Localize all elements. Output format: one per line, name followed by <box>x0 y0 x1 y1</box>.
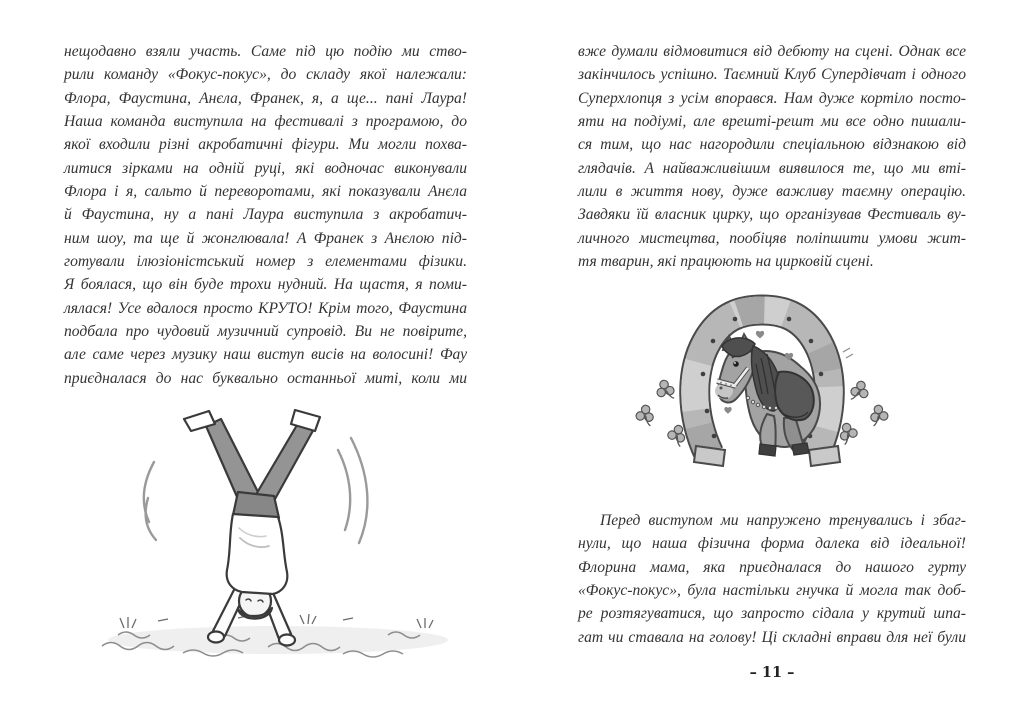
handstand-illustration <box>88 388 468 678</box>
text-line: лялася! Усе вдалося просто КРУТО! Крім того, Фаустина <box>64 299 467 317</box>
text-line: ним шоу, та ще й жонглювала! А Франек з Анєлою під- <box>64 229 467 247</box>
text-line: рили команду «Фокус-покус», до складу якої належали: <box>64 66 467 84</box>
page-number: – 11 – <box>749 664 795 681</box>
right-page-paragraph-2 <box>578 509 966 649</box>
text-line: Я боялася, що він буде трохи нудний. На щастя, я поми- <box>64 276 467 294</box>
text-line: Флорина мама, яка приєдналася до нашого гурту <box>578 558 966 576</box>
text-line: закінчилось успішно. Таємний Клуб Супердівчат і одного <box>578 66 966 84</box>
text-line: ре розтягуватися, що запросто сідала у крутий шпа- <box>578 605 966 623</box>
text-line: глядачів. А найважливішим виявилося те, що ми вті- <box>578 159 966 177</box>
text-line: вже думали відмовитися від дебюту на сцені. Однак все <box>578 43 966 60</box>
text-line: якої входили різні акробатичні фігури. Ми могли похва- <box>64 136 467 154</box>
handstand-figure <box>184 410 320 646</box>
text-line: литися зірками на одній руці, які водночас виконували <box>64 159 467 177</box>
text-line: Флора і я, сальто й переворотами, які показували Анєла <box>64 183 467 201</box>
text-line: гат чи ставала на голову! Ці складні вправи для неї були <box>578 628 966 646</box>
text-line: лили в життя нову, дуже важливу таємну операцію. <box>578 183 966 201</box>
text-line: Флора, Фаустина, Анєла, Франек, я, а ще... пані Лаура! <box>64 89 467 107</box>
horse-icon <box>715 334 820 456</box>
horse-horseshoe-illustration <box>617 286 917 496</box>
text-line: готували ілюзіоністський номер з елементами фізики. <box>64 253 467 271</box>
text-line: приєдналася до нас буквально останньої миті, коли ми <box>64 369 467 387</box>
text-line: але саме через музику наш виступ висів на волосині! Фау <box>64 346 467 364</box>
text-line: яти на подіумі, але врешті-решт ми все одно пишали- <box>578 113 966 131</box>
text-line: нещодавно взяли участь. Саме під цю подію ми ство- <box>64 43 467 60</box>
text-line: подбала про чудовий музичний супровід. Ви не повірите, <box>64 323 467 341</box>
text-line: Завдяки їй власник цирку, що організував Фестиваль ву- <box>578 206 966 224</box>
text-line: Наша команда виступила на фестивалі з програмою, до <box>64 113 467 131</box>
right-page-paragraph-1 <box>578 40 966 273</box>
text-line: ся тим, що нас нагородили спеціальною відзнакою від <box>578 136 966 154</box>
text-line: нули, що наша фізична форма далека від ідеальної! <box>578 535 966 553</box>
text-line: личного мистецтва, пообіцяв поліпшити умови жит- <box>578 229 966 247</box>
text-line: «Фокус-покус», була настільки гнучка й могла так доб- <box>578 582 966 600</box>
text-line: Суперхлопця з усім впорався. Нам дуже кортіло посто- <box>578 89 966 107</box>
text-line: й Фаустина, ну а пані Лаура виступила з акробатич- <box>64 206 467 224</box>
left-page-text <box>64 40 467 390</box>
text-line: Перед виступом ми напружено тренувались і збаг- <box>600 512 966 529</box>
text-line: тя тварин, які працюють на цирковій сцені. <box>578 253 874 271</box>
